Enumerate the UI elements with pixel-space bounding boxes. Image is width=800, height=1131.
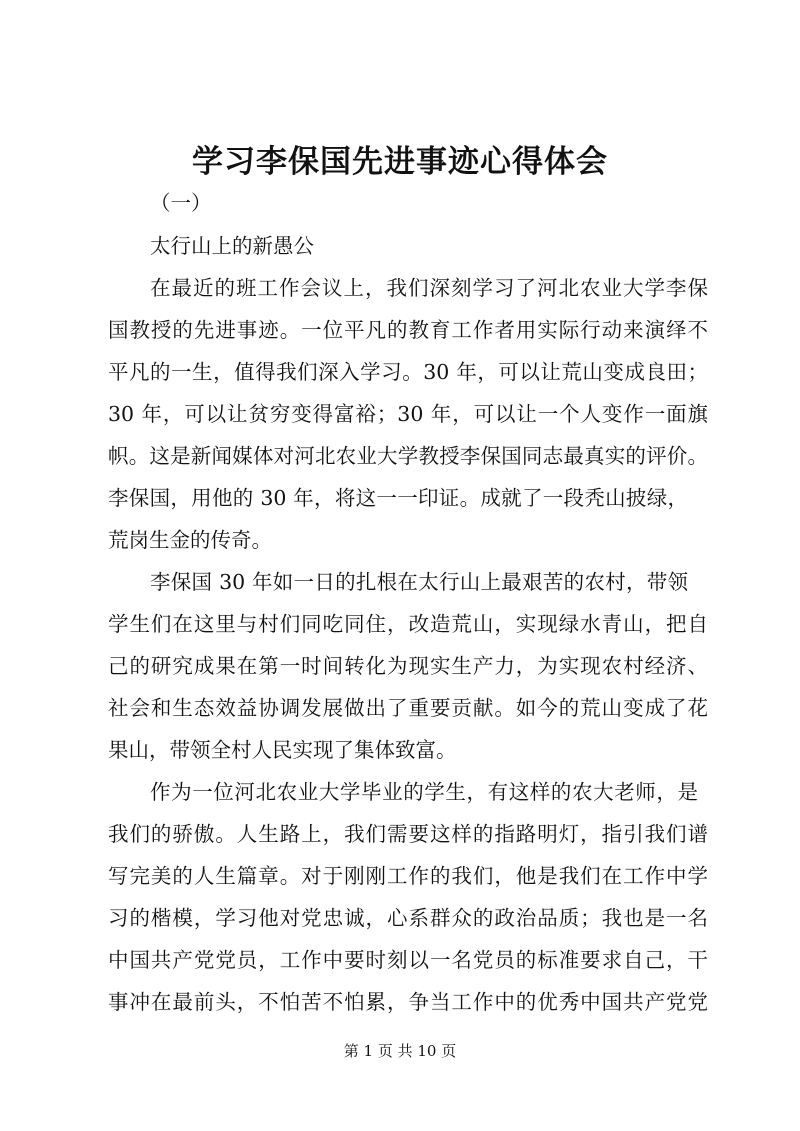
paragraph-line: 李保国，用他的 30 年，将这一一印证。成就了一段秃山披绿， xyxy=(108,486,688,510)
paragraph-line: 我们的骄傲。人生路上，我们需要这样的指路明灯，指引我们谱 xyxy=(108,822,708,846)
paragraph-line: 帜。这是新闻媒体对河北农业大学教授李保国同志最真实的评价。 xyxy=(108,444,708,468)
page-number: 第 1 页 共 10 页 xyxy=(343,1042,457,1060)
paragraph-line: 社会和生态效益协调发展做出了重要贡献。如今的荒山变成了花 xyxy=(108,696,708,720)
paragraph-line: 荒岗生金的传奇。 xyxy=(108,528,272,552)
paragraph-line: 李保国 30 年如一日的扎根在太行山上最艰苦的农村，带领 xyxy=(150,570,688,594)
paragraph-line: 在最近的班工作会议上，我们深刻学习了河北农业大学李保 xyxy=(150,276,708,300)
paragraph-line: 平凡的一生，值得我们深入学习。30 年，可以让荒山变成良田； xyxy=(108,360,708,384)
paragraph-line: 学生们在这里与村们同吃同住，改造荒山，实现绿水青山，把自 xyxy=(108,612,708,636)
subtitle: 太行山上的新愚公 xyxy=(150,234,314,258)
paragraph-line: 30 年，可以让贫穷变得富裕；30 年，可以让一个人变作一面旗 xyxy=(108,402,708,426)
paragraph-line: 事冲在最前头，不怕苦不怕累，争当工作中的优秀中国共产党党 xyxy=(108,990,708,1014)
paragraph-line: 果山，带领全村人民实现了集体致富。 xyxy=(108,738,457,762)
section-marker: （一） xyxy=(150,191,212,215)
paragraph-line: 作为一位河北农业大学毕业的学生，有这样的农大老师，是 xyxy=(150,780,698,804)
paragraph-line: 国教授的先进事迹。一位平凡的教育工作者用实际行动来演绎不 xyxy=(108,318,708,342)
paragraph-line: 己的研究成果在第一时间转化为现实生产力，为实现农村经济、 xyxy=(108,654,708,678)
document-title: 学习李保国先进事迹心得体会 xyxy=(192,144,608,180)
paragraph-line: 习的楷模，学习他对党忠诚，心系群众的政治品质；我也是一名 xyxy=(108,906,708,930)
paragraph-line: 写完美的人生篇章。对于刚刚工作的我们，他是我们在工作中学 xyxy=(108,864,708,888)
paragraph-line: 中国共产党党员，工作中要时刻以一名党员的标准要求自己，干 xyxy=(108,948,708,972)
